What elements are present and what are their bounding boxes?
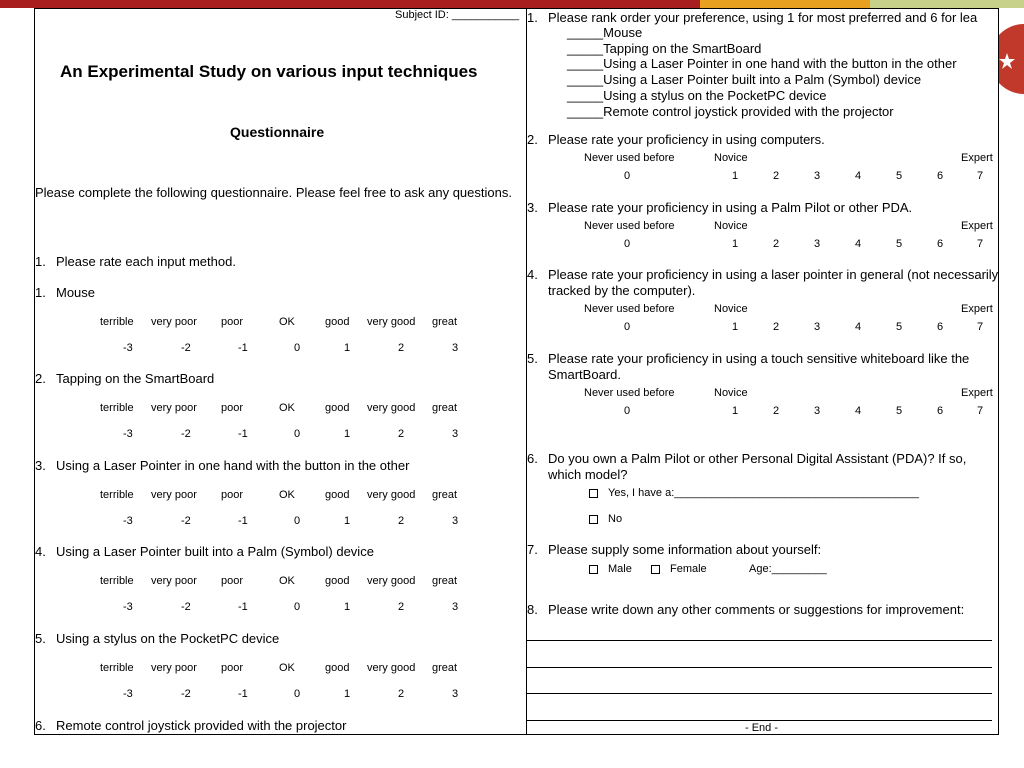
scale-label: poor <box>221 662 244 674</box>
scale-value-option[interactable]: 1 <box>344 428 351 440</box>
question-number: 3. <box>527 200 538 215</box>
scale-value-option[interactable]: -1 <box>238 515 248 527</box>
pda-no-label: No <box>608 513 623 525</box>
scale-value-option[interactable]: 2 <box>398 342 405 354</box>
scale-value-option[interactable]: -2 <box>181 601 191 613</box>
scale-label: terrible <box>100 489 134 501</box>
rank-option[interactable]: _____Remote control joystick provided with the projector <box>567 103 894 119</box>
comment-line[interactable] <box>527 640 992 641</box>
scale-value-option[interactable]: 0 <box>294 428 301 440</box>
scale-value-option[interactable]: 0 <box>294 601 301 613</box>
top-accent-bar-orange <box>700 0 870 8</box>
checkbox-icon[interactable] <box>589 565 598 574</box>
proficiency-option[interactable]: 0 <box>624 405 631 417</box>
scale-value-option[interactable]: 2 <box>398 688 405 700</box>
male-label: Male <box>608 563 632 575</box>
proficiency-option[interactable]: 4 <box>855 170 862 182</box>
proficiency-option[interactable]: 5 <box>896 321 903 333</box>
scale-label: good <box>325 662 350 674</box>
proficiency-option[interactable]: 1 <box>732 170 739 182</box>
proficiency-option[interactable]: 4 <box>855 238 862 250</box>
questionnaire-page-left <box>34 8 528 735</box>
scale-label: very poor <box>151 402 197 414</box>
scale-label: very good <box>367 316 416 328</box>
scale-label: poor <box>221 575 244 587</box>
proficiency-option[interactable]: 6 <box>937 405 944 417</box>
question-number: 8. <box>527 602 538 617</box>
scale-value-option[interactable]: 3 <box>452 688 459 700</box>
checkbox-icon[interactable] <box>589 515 598 524</box>
proficiency-option[interactable]: 3 <box>814 238 821 250</box>
scale-label: OK <box>279 402 295 414</box>
scale-label: good <box>325 575 350 587</box>
question-number: 5. <box>527 351 538 366</box>
scale-value-option[interactable]: -1 <box>238 688 248 700</box>
scale-label: very good <box>367 402 416 414</box>
label-never-used: Never used before <box>584 387 675 399</box>
proficiency-option[interactable]: 6 <box>937 238 944 250</box>
scale-label: terrible <box>100 575 134 587</box>
question-text: Tapping on the SmartBoard <box>56 371 215 386</box>
top-accent-bar-red <box>0 0 700 8</box>
question-number: 2. <box>35 371 46 386</box>
question-number: 2. <box>527 132 538 147</box>
label-novice: Novice <box>714 303 748 315</box>
scale-value-option[interactable]: 0 <box>294 688 301 700</box>
question-own-pda: Do you own a Palm Pilot or other Personal Digital Assistant (PDA)? If so, which model? <box>548 451 967 482</box>
proficiency-option[interactable]: 7 <box>977 238 984 250</box>
proficiency-option[interactable]: 7 <box>977 170 984 182</box>
scale-value-option[interactable]: 1 <box>344 342 351 354</box>
rank-option[interactable]: _____Using a stylus on the PocketPC device <box>567 87 827 103</box>
proficiency-option[interactable]: 4 <box>855 321 862 333</box>
question-pda-proficiency: Please rate your proficiency in using a Palm Pilot or other PDA. <box>548 200 913 215</box>
question-text: Using a Laser Pointer in one hand with the button in the other <box>56 458 410 473</box>
question-number: 7. <box>527 542 538 557</box>
question-text: Using a stylus on the PocketPC device <box>56 631 280 646</box>
question-number: 4. <box>527 267 538 282</box>
scale-label: very good <box>367 489 416 501</box>
scale-value-option[interactable]: 3 <box>452 428 459 440</box>
scale-value-option[interactable]: -3 <box>123 515 133 527</box>
scale-value-option[interactable]: -2 <box>181 342 191 354</box>
proficiency-option[interactable]: 0 <box>624 321 631 333</box>
label-novice: Novice <box>714 387 748 399</box>
rank-option[interactable]: _____Mouse <box>567 25 643 40</box>
proficiency-option[interactable]: 5 <box>896 170 903 182</box>
scale-label: great <box>432 662 458 674</box>
label-expert: Expert <box>961 220 993 232</box>
comment-line[interactable] <box>527 693 992 694</box>
checkbox-icon[interactable] <box>589 489 598 498</box>
scale-value-option[interactable]: -3 <box>123 601 133 613</box>
age-field[interactable]: Age:_________ <box>749 563 827 575</box>
scale-label: very good <box>367 575 416 587</box>
question-whiteboard-proficiency: Please rate your proficiency in using a touch sensitive whiteboard like the SmartBoard. <box>548 351 970 382</box>
proficiency-option[interactable]: 1 <box>732 238 739 250</box>
question-laser-proficiency: Please rate your proficiency in using a laser pointer in general (not necessarily tracked by the computer). <box>548 267 999 298</box>
scale-value-option[interactable]: -2 <box>181 688 191 700</box>
rank-option[interactable]: _____Using a Laser Pointer in one hand with the button in the other <box>567 56 957 72</box>
scale-value-option[interactable]: 1 <box>344 688 351 700</box>
proficiency-option[interactable]: 6 <box>937 170 944 182</box>
proficiency-option[interactable]: 0 <box>624 238 631 250</box>
proficiency-option[interactable]: 3 <box>814 170 821 182</box>
star-icon <box>998 52 1016 70</box>
label-novice: Novice <box>714 220 748 232</box>
scale-label: very poor <box>151 316 197 328</box>
scale-label: very poor <box>151 575 197 587</box>
scale-value-option[interactable]: -2 <box>181 428 191 440</box>
scale-label: good <box>325 402 350 414</box>
scale-value-option[interactable]: -3 <box>123 428 133 440</box>
rating-item-title <box>35 371 214 386</box>
rating-item-title <box>35 631 279 646</box>
question-number: 6. <box>527 451 538 466</box>
proficiency-option[interactable]: 2 <box>773 170 780 182</box>
scale-value-option[interactable]: -3 <box>123 342 133 354</box>
question-number: 5. <box>35 631 46 646</box>
proficiency-option[interactable]: 2 <box>773 321 780 333</box>
rating-item-title <box>35 544 374 559</box>
scale-value-option[interactable]: 1 <box>344 515 351 527</box>
proficiency-option[interactable]: 3 <box>814 321 821 333</box>
scale-value-option[interactable]: -2 <box>181 515 191 527</box>
end-marker: - End - <box>745 722 779 734</box>
page-title: An Experimental Study on various input techniques <box>60 62 478 81</box>
question-number: 6. <box>35 718 46 733</box>
scale-value-option[interactable]: 3 <box>452 342 459 354</box>
question-about-yourself: Please supply some information about yourself: <box>548 542 822 557</box>
question-computer-proficiency: Please rate your proficiency in using computers. <box>548 132 825 147</box>
scale-label: great <box>432 489 458 501</box>
proficiency-option[interactable]: 7 <box>977 405 984 417</box>
top-accent-bar-green <box>870 0 1024 8</box>
question-comments: Please write down any other comments or suggestions for improvement: <box>548 602 965 617</box>
question-number: 3. <box>35 458 46 473</box>
scale-value-option[interactable]: -3 <box>123 688 133 700</box>
proficiency-option[interactable]: 2 <box>773 405 780 417</box>
rating-item-title <box>35 458 409 473</box>
scale-label: OK <box>279 575 295 587</box>
proficiency-option[interactable]: 2 <box>773 238 780 250</box>
proficiency-option[interactable]: 0 <box>624 170 631 182</box>
proficiency-option[interactable]: 4 <box>855 405 862 417</box>
checkbox-icon[interactable] <box>651 565 660 574</box>
female-label: Female <box>670 563 707 575</box>
scale-label: terrible <box>100 402 134 414</box>
proficiency-option[interactable]: 1 <box>732 321 739 333</box>
question-text: Mouse <box>56 285 96 300</box>
scale-label: great <box>432 316 458 328</box>
label-never-used: Never used before <box>584 220 675 232</box>
pda-no-option[interactable] <box>589 513 622 525</box>
scale-label: OK <box>279 316 295 328</box>
scale-label: good <box>325 316 350 328</box>
scale-value-option[interactable]: 1 <box>344 601 351 613</box>
scale-value-option[interactable]: -1 <box>238 601 248 613</box>
label-never-used: Never used before <box>584 152 675 164</box>
rank-option[interactable]: _____Using a Laser Pointer built into a Palm (Symbol) device <box>567 72 922 88</box>
rating-item-title <box>35 285 95 300</box>
pda-yes-option[interactable] <box>589 487 919 499</box>
label-expert: Expert <box>961 152 993 164</box>
question-text: Please rate each input method. <box>56 254 236 269</box>
proficiency-option[interactable]: 7 <box>977 321 984 333</box>
page-subtitle: Questionnaire <box>230 124 325 140</box>
comment-line[interactable] <box>527 720 992 721</box>
question-number: 1. <box>35 254 46 269</box>
scale-label: poor <box>221 402 244 414</box>
question-rank-text: Please rank order your preference, using 1 for most preferred and 6 for lea <box>548 10 978 25</box>
question-text: Using a Laser Pointer built into a Palm (Symbol) device <box>56 544 374 559</box>
subject-id-field[interactable]: Subject ID: ___________ <box>395 9 520 21</box>
question-rate-methods <box>35 254 236 269</box>
scale-value-option[interactable]: 2 <box>398 515 405 527</box>
scale-value-option[interactable]: 2 <box>398 428 405 440</box>
scale-label: great <box>432 402 458 414</box>
proficiency-option[interactable]: 6 <box>937 321 944 333</box>
question-number: 4. <box>35 544 46 559</box>
scale-label: terrible <box>100 662 134 674</box>
comment-line[interactable] <box>527 667 992 668</box>
label-never-used: Never used before <box>584 303 675 315</box>
label-expert: Expert <box>961 387 993 399</box>
proficiency-option[interactable]: 3 <box>814 405 821 417</box>
scale-label: great <box>432 575 458 587</box>
scale-value-option[interactable]: -1 <box>238 428 248 440</box>
intro-text: Please complete the following questionnaire. Please feel free to ask any questions. <box>35 185 512 200</box>
scale-label: very poor <box>151 662 197 674</box>
question-text: Remote control joystick provided with the projector <box>56 718 347 733</box>
label-novice: Novice <box>714 152 748 164</box>
scale-label: terrible <box>100 316 134 328</box>
proficiency-option[interactable]: 5 <box>896 405 903 417</box>
proficiency-option[interactable]: 5 <box>896 238 903 250</box>
scale-label: good <box>325 489 350 501</box>
scale-value-option[interactable]: 0 <box>294 515 301 527</box>
pda-yes-label: Yes, I have a:________________________________________ <box>608 487 919 499</box>
scale-value-option[interactable]: 2 <box>398 601 405 613</box>
rating-item-title <box>35 718 346 733</box>
scale-label: poor <box>221 316 244 328</box>
scale-value-option[interactable]: 0 <box>294 342 301 354</box>
scale-label: very poor <box>151 489 197 501</box>
label-expert: Expert <box>961 303 993 315</box>
scale-value-option[interactable]: 3 <box>452 515 459 527</box>
scale-label: very good <box>367 662 416 674</box>
scale-value-option[interactable]: -1 <box>238 342 248 354</box>
scale-value-option[interactable]: 3 <box>452 601 459 613</box>
proficiency-option[interactable]: 1 <box>732 405 739 417</box>
questionnaire-page-right <box>526 8 999 735</box>
question-number: 1. <box>527 10 538 25</box>
male-option[interactable] <box>589 563 632 575</box>
scale-label: OK <box>279 489 295 501</box>
female-option[interactable] <box>651 563 707 575</box>
scale-label: OK <box>279 662 295 674</box>
rank-option[interactable]: _____Tapping on the SmartBoard <box>567 40 762 56</box>
scale-label: poor <box>221 489 244 501</box>
question-number: 1. <box>35 285 46 300</box>
